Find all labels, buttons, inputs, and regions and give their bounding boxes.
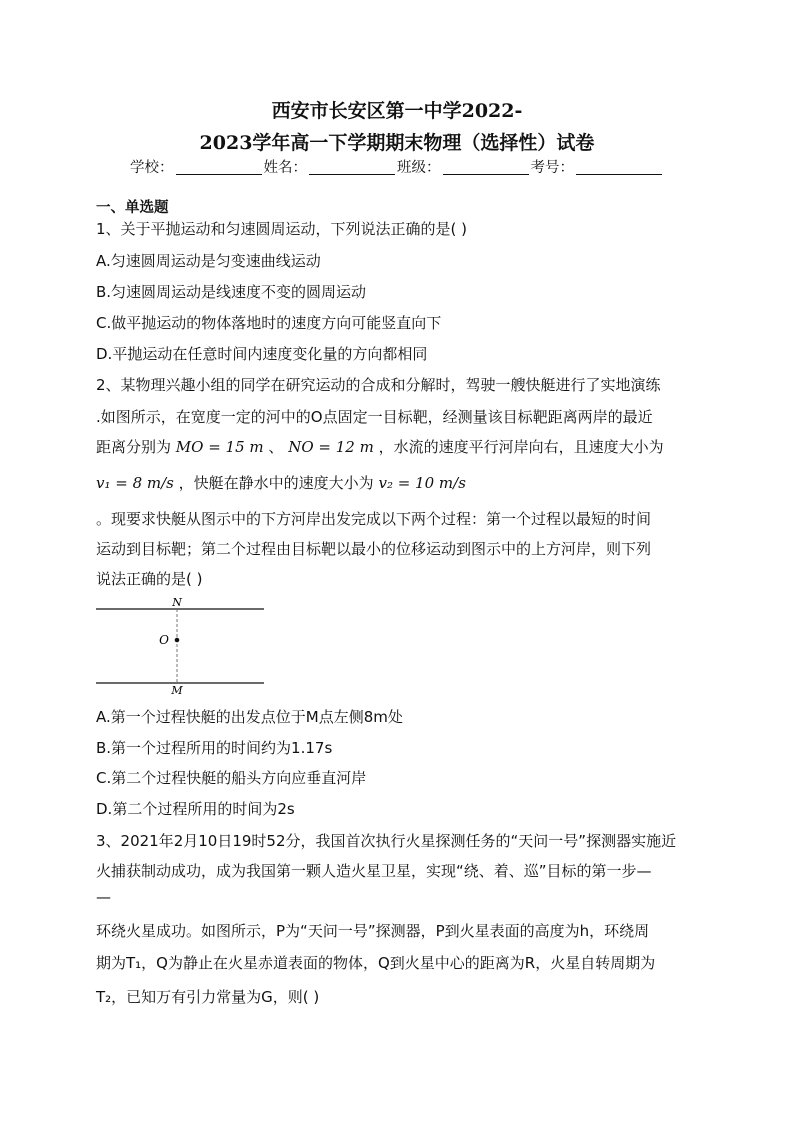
v2-expr: v₂ = 10 m/s [378,474,466,492]
q2-stem-line-7: 说法正确的是( ) [96,570,203,588]
q1-stem: 1、关于平抛运动和匀速圆周运动，下列说法正确的是( ) [96,220,468,238]
q2-stem-line-3 [96,436,664,457]
q1-option-a: A.匀速圆周运动是匀变速曲线运动 [96,252,321,270]
school-label: 学校： [130,160,174,176]
school-blank [176,160,262,175]
q2-stem-line-1: 2、某物理兴趣小组的同学在研究运动的合成和分解时，驾驶一艘快艇进行了实地演练 [96,376,661,394]
q2-option-c: C.第二个过程快艇的船头方向应垂直河岸 [96,769,367,787]
q1-option-d: D.平抛运动在任意时间内速度变化量的方向都相同 [96,345,428,363]
q2-text: ，水流的速度平行河岸向右，且速度大小为 [378,438,664,456]
q3-stem-line-2: 火捕获制动成功，成为我国第一颗人造火星卫星，实现“绕、着、巡”目标的第一步— [96,862,652,880]
student-info-row [0,156,794,177]
name-label: 姓名： [263,160,307,176]
label-m: M [171,684,183,696]
q3-stem-line-6: T₂，已知万有引力常量为G，则( ) [96,988,320,1006]
q2-separator: 、 [268,438,284,456]
q3-stem-line-1: 3、2021年2月10日19时52分，我国首次执行火星探测任务的“天问一号”探测器实施近 [96,832,677,850]
label-n: N [172,596,182,609]
q1-option-b: B.匀速圆周运动是线速度不变的圆周运动 [96,283,367,301]
class-blank [443,160,529,175]
no-distance-expr: NO = 12 m [288,438,374,456]
q2-stem-line-5: 。现要求快艇从图示中的下方河岸出发完成以下两个过程：第一个过程以最短的时间 [96,510,652,528]
class-label: 班级： [397,160,441,176]
exam-number-label: 考号： [530,160,574,176]
q2-stem-line-4 [96,472,466,493]
q2-stem-line-2: .如图所示，在宽度一定的河中的O点固定一目标靶，经测量该目标靶距离两岸的最近 [96,408,653,426]
q2-option-b: B.第一个过程所用的时间约为1.17s [96,739,333,757]
q2-stem-line-6: 运动到目标靶；第二个过程由目标靶以最小的位移运动到图示中的上方河岸，则下列 [96,540,652,558]
section-heading: 一、单选题 [96,200,169,216]
mo-distance-expr: MO = 15 m [175,438,264,456]
exam-title-line-1: 西安市长安区第一中学2022- [271,100,523,122]
q2-text: ，快艇在静水中的速度大小为 [178,474,374,492]
target-point-o [175,638,180,643]
q2-text: 距离分别为 [96,438,172,456]
exam-number-blank [576,160,662,175]
q3-stem-line-5: 期为T₁，Q为静止在火星赤道表面的物体，Q到火星中心的距离为R，火星自转周期为 [96,954,656,972]
river-diagram [96,596,266,696]
q3-stem-line-3: — [96,888,111,906]
q2-option-d: D.第二个过程所用的时间为2s [96,800,295,818]
name-blank [309,160,395,175]
v1-expr: v₁ = 8 m/s [96,474,174,492]
q2-option-a: A.第一个过程快艇的出发点位于M点左侧8m处 [96,708,403,726]
q1-option-c: C.做平抛运动的物体落地时的速度方向可能竖直向下 [96,314,442,332]
exam-title-line-2: 2023学年高一下学期期末物理（选择性）试卷 [199,132,595,154]
q3-stem-line-4: 环绕火星成功。如图所示，P为“天问一号”探测器，P到火星表面的高度为h，环绕周 [96,922,650,940]
label-o: O [159,633,169,647]
